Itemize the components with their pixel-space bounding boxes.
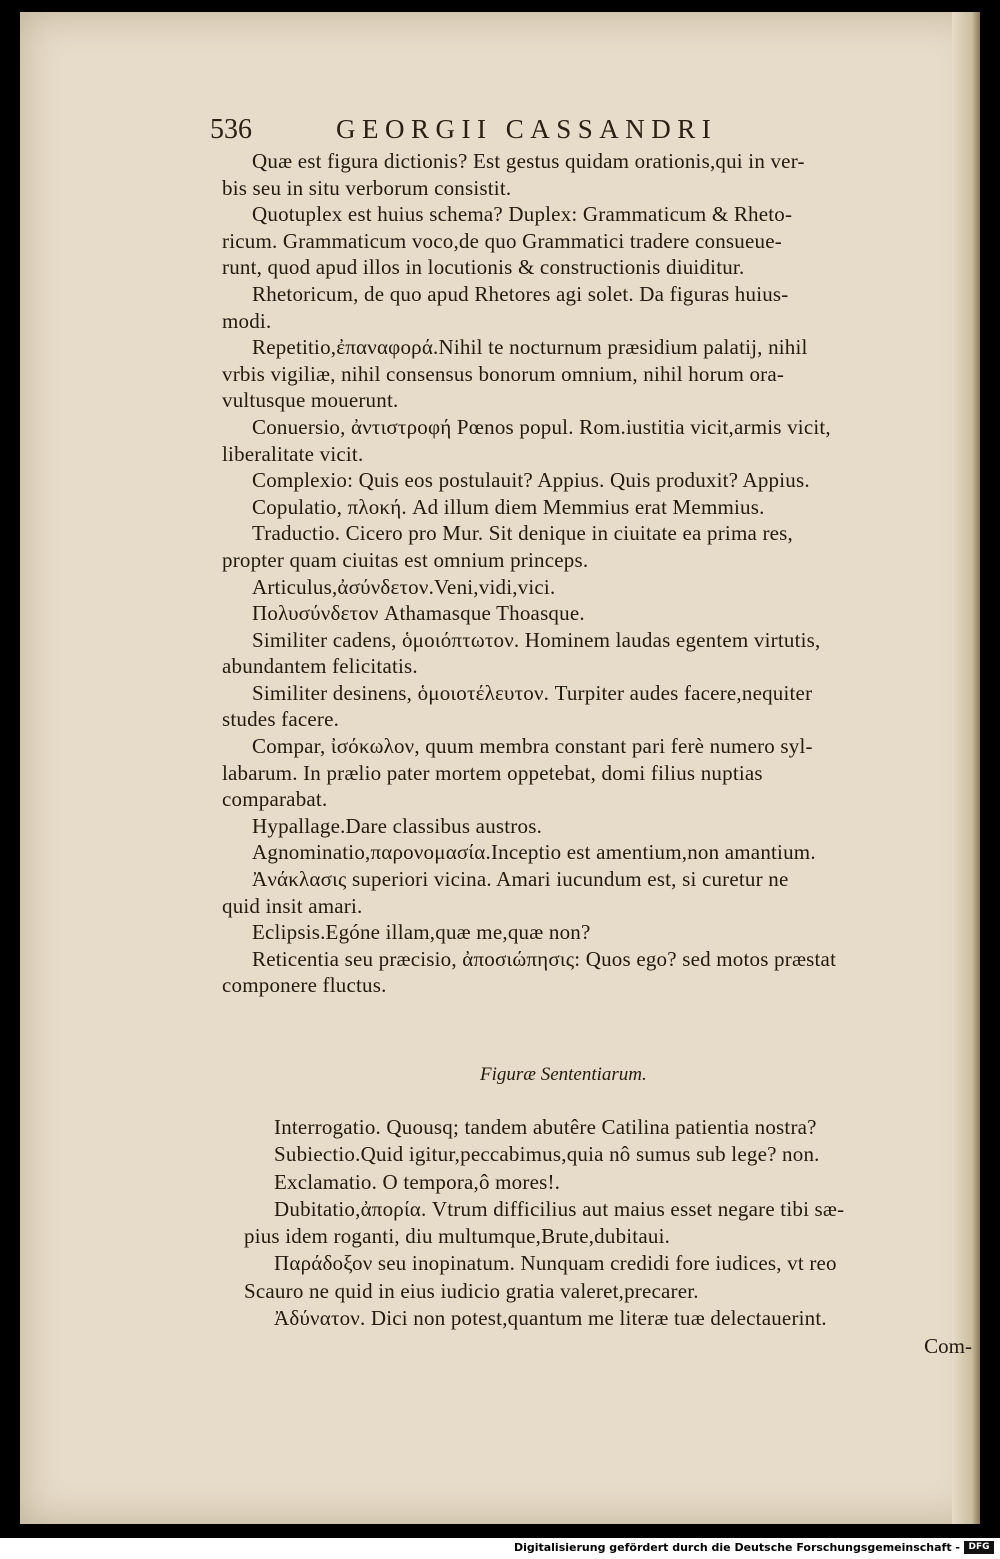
text-line: comparabat. [222, 787, 328, 812]
catchword: Com- [924, 1334, 972, 1358]
text-line: Ἀνάκλασις superiori vicina. Amari iucundum est, si curetur ne [252, 867, 789, 892]
text-line: Hypallage.Dare classibus austros. [252, 813, 543, 838]
text-line: propter quam ciuitas est omnium princeps. [222, 547, 589, 572]
page-edge-shadow [952, 12, 980, 1524]
text-line: Compar, ἰσόκωλον, quum membra constant pari ferè numero syl- [252, 734, 813, 759]
text-line: Eclipsis.Egóne illam,quæ me,quæ non? [252, 920, 591, 945]
text-line: ricum. Grammaticum voco,de quo Grammatici tradere consueue- [222, 228, 782, 253]
text-line: Dubitatio,ἀπορία. Vtrum difficilius aut maius esset negare tibi sæ- [274, 1196, 845, 1221]
text-line: quid insit amari. [222, 893, 363, 918]
text-line: Reticentia seu præcisio, ἀποσιώπησις: Quos ego? sed motos præstat [252, 946, 837, 971]
text-line: vultusque mouerunt. [222, 388, 399, 413]
text-line: Copulatio, πλοκή. Ad illum diem Memmius erat Memmius. [252, 494, 765, 519]
dfg-logo-icon: DFG [964, 1541, 994, 1554]
text-line: Articulus,ἀσύνδετον.Veni,vidi,vici. [252, 574, 556, 599]
text-line: bis seu in situ verborum consistit. [222, 175, 512, 200]
text-line: studes facere. [222, 707, 340, 732]
text-line: pius idem roganti, diu multumque,Brute,dubitaui. [244, 1224, 671, 1249]
text-line: labarum. In prælio pater mortem oppetebat, domi filius nuptias [222, 760, 763, 785]
text-line: Subiectio.Quid igitur,peccabimus,quia nô sumus sub lege? non. [274, 1142, 820, 1167]
text-line: Rhetoricum, de quo apud Rhetores agi solet. Da figuras huius- [252, 281, 789, 306]
running-head [210, 114, 850, 150]
text-line: Agnominatio,παρονομασία.Inceptio est amentium,non amantium. [252, 840, 816, 865]
text-line: Scauro ne quid in eius iudicio gratia valeret,precarer. [244, 1278, 699, 1303]
text-line: Similiter cadens, ὁμοιόπτωτον. Hominem laudas egentem virtutis, [252, 627, 821, 652]
text-line: Repetitio,ἐπαναφορά.Nihil te nocturnum præsidium palatij, nihil [252, 335, 808, 360]
footer-bar [0, 1538, 1000, 1559]
text-line: Quotuplex est huius schema? Duplex: Grammaticum & Rheto- [252, 202, 793, 227]
text-line: Exclamatio. O tempora,ô mores!. [274, 1169, 561, 1194]
text-line: modi. [222, 308, 272, 333]
text-line: Quæ est figura dictionis? Est gestus quidam orationis,qui in ver- [252, 149, 805, 173]
text-line: Interrogatio. Quousq; tandem abutêre Catilina patientia nostra? [274, 1115, 817, 1139]
text-line: componere fluctus. [222, 973, 387, 998]
text-line: Traductio. Cicero pro Mur. Sit denique in ciuitate ea prima res, [252, 521, 793, 546]
text-line: Πολυσύνδετον Athamasque Thoasque. [252, 601, 585, 626]
main-text-block [222, 148, 938, 999]
header-title: GEORGII CASSANDRI [336, 114, 718, 144]
page-number: 536 [210, 114, 252, 145]
text-line: Complexio: Quis eos postulauit? Appius. Quis produxit? Appius. [252, 468, 810, 493]
text-line: liberalitate vicit. [222, 441, 364, 466]
text-line: abundantem felicitatis. [222, 654, 418, 679]
section-heading: Figuræ Sententiarum. [480, 1064, 647, 1085]
text-line: runt, quod apud illos in locutionis & constructionis diuiditur. [222, 255, 745, 280]
text-line: Παράδοξον seu inopinatum. Nunquam credidi fore iudices, vt reo [274, 1251, 837, 1276]
text-line: Conuersio, ἀντιστροφή Pœnos popul. Rom.iustitia vicit,armis vicit, [252, 414, 831, 439]
footer-credit-text: Digitalisierung gefördert durch die Deutsche Forschungsgemeinschaft - [513, 1541, 960, 1554]
text-line: Ἀδύνατον. Dici non potest,quantum me literæ tuæ delectauerint. [274, 1306, 827, 1331]
text-line: Similiter desinens, ὁμοιοτέλευτον. Turpiter audes facere,nequiter [252, 680, 813, 705]
section-text-block [244, 1114, 944, 1332]
text-line: vrbis vigiliæ, nihil consensus bonorum omnium, nihil horum ora- [222, 361, 785, 386]
